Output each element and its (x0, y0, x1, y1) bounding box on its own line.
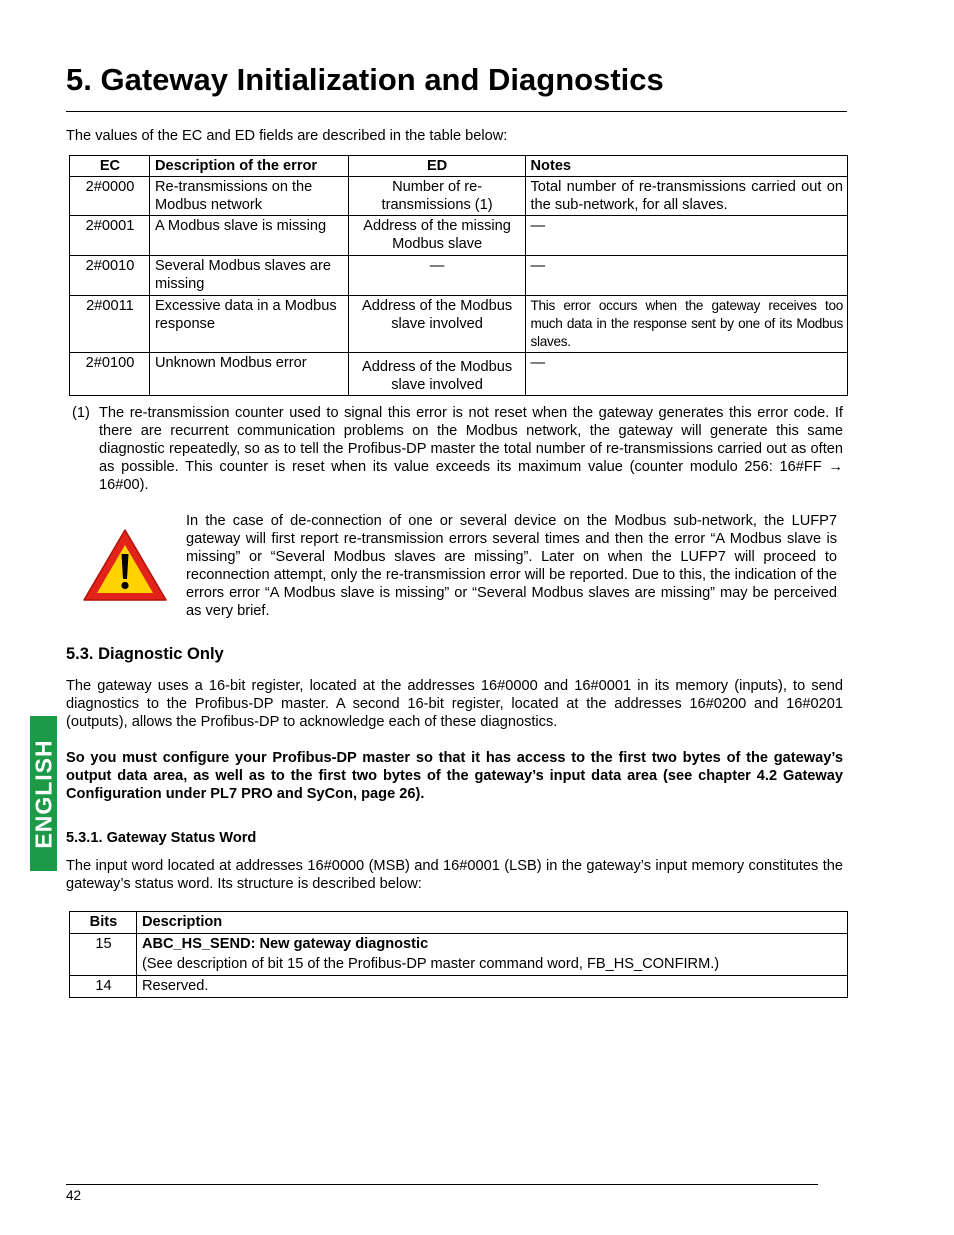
ed-cell: Address of the Modbus slave involved (348, 353, 525, 396)
ec-cell: 2#0010 (70, 256, 150, 296)
ec-cell: 2#0000 (70, 177, 150, 216)
table-row (70, 976, 848, 998)
footnote (72, 404, 843, 494)
header-bits: Bits (70, 912, 137, 934)
header-description: Description of the error (149, 156, 348, 177)
bits-cell: 15 (70, 934, 137, 976)
ec-cell: 2#0011 (70, 296, 150, 353)
table-header-row (70, 156, 848, 177)
ed-cell: — (348, 256, 525, 296)
page-number: 42 (66, 1188, 82, 1203)
section-bold-paragraph: So you must configure your Profibus-DP master so that it has access to the first two bytes of the gateway’s output data area, as well as to the first two bytes of the gateway’s input data area (see chapter 4.2 Gateway Configuration under PL7 PRO and SyCon, page 26). (66, 750, 843, 802)
table-row (70, 216, 848, 256)
intro-text: The values of the EC and ED fields are described in the table below: (66, 128, 508, 144)
table-header-row (70, 912, 848, 934)
description-cell: Unknown Modbus error (149, 353, 348, 396)
description-cell: Reserved. (136, 976, 847, 998)
section-title: 5.3. Diagnostic Only (66, 645, 224, 663)
footnote-number: (1) (72, 405, 90, 421)
title-divider (66, 111, 847, 112)
notes-cell: This error occurs when the gateway receives too much data in the response sent by one of its Modbus slaves. (525, 296, 848, 353)
description-cell: A Modbus slave is missing (149, 216, 348, 256)
footnote-text: The re-transmission counter used to signal this error is not reset when the gateway generates this error code. If there are recurrent communication problems on the Modbus network, the gateway will generate this same diagnostic repeatedly, so as to tell the Profibus-DP master the total number of re-transmissions carried out as often as possible. This counter is reset when its value exceeds its maximum value (counter modulo 256: 16#FF → 16#00). (99, 405, 843, 493)
notes-cell: Total number of re-transmissions carried out on the sub-network, for all slaves. (525, 177, 848, 216)
header-ec: EC (70, 156, 150, 177)
subsection-title: 5.3.1. Gateway Status Word (66, 830, 257, 846)
bit-description: (See description of bit 15 of the Profibus-DP master command word, FB_HS_CONFIRM.) (141, 956, 720, 972)
ed-cell: Address of the missing Modbus slave (348, 216, 525, 256)
section-paragraph: The gateway uses a 16-bit register, located at the addresses 16#0000 and 16#0001 in its memory (inputs), to send diagnostics to the Profibus-DP master. A second 16-bit register, located at the addresses 16#0200 and 16#0201 (outputs), allows the Profibus-DP to acknowledge each of these diagnostics. (66, 678, 843, 730)
table-row (70, 296, 848, 353)
header-ed: ED (348, 156, 525, 177)
bit-title: ABC_HS_SEND: New gateway diagnostic (141, 936, 429, 952)
table-row (70, 934, 848, 976)
table-row (70, 353, 848, 396)
table-row (70, 177, 848, 216)
notes-cell: — (525, 353, 848, 396)
language-tab-label: ENGLISH (30, 738, 56, 849)
warning-text: In the case of de-connection of one or several device on the Modbus sub-network, the LUFP7 gateway will first report re-transmission errors several times and then the error “A Modbus slave is missing” or “Several Modbus slaves are missing”. Later on when the LUFP7 will proceed to reconnection attempt, only the re-transmission error will be reported. Due to this, the indication of the errors error “A Modbus slave is missing” or “Several Modbus slaves are missing” may be perceived as very brief. (186, 513, 837, 619)
ec-cell: 2#0001 (70, 216, 150, 256)
description-cell (136, 934, 847, 976)
notes-cell: — (525, 216, 848, 256)
subsection-paragraph: The input word located at addresses 16#0000 (MSB) and 16#0001 (LSB) in the gateway’s input memory constitutes the gateway’s status word. Its structure is described below: (66, 858, 843, 892)
description-cell: Re-transmissions on the Modbus network (149, 177, 348, 216)
status-word-table (69, 911, 848, 998)
error-code-table (69, 155, 848, 396)
description-cell: Excessive data in a Modbus response (149, 296, 348, 353)
ed-cell: Number of re-transmissions (1) (348, 177, 525, 216)
ed-cell: Address of the Modbus slave involved (348, 296, 525, 353)
page-title: 5. Gateway Initialization and Diagnostics (66, 62, 664, 97)
description-cell: Several Modbus slaves are missing (149, 256, 348, 296)
table-row (70, 256, 848, 296)
header-description: Description (136, 912, 847, 934)
notes-cell: — (525, 256, 848, 296)
bits-cell: 14 (70, 976, 137, 998)
footer-divider (66, 1184, 818, 1185)
warning-triangle-icon (82, 527, 168, 603)
ec-cell: 2#0100 (70, 353, 150, 396)
header-notes: Notes (525, 156, 848, 177)
language-tab (30, 716, 57, 871)
